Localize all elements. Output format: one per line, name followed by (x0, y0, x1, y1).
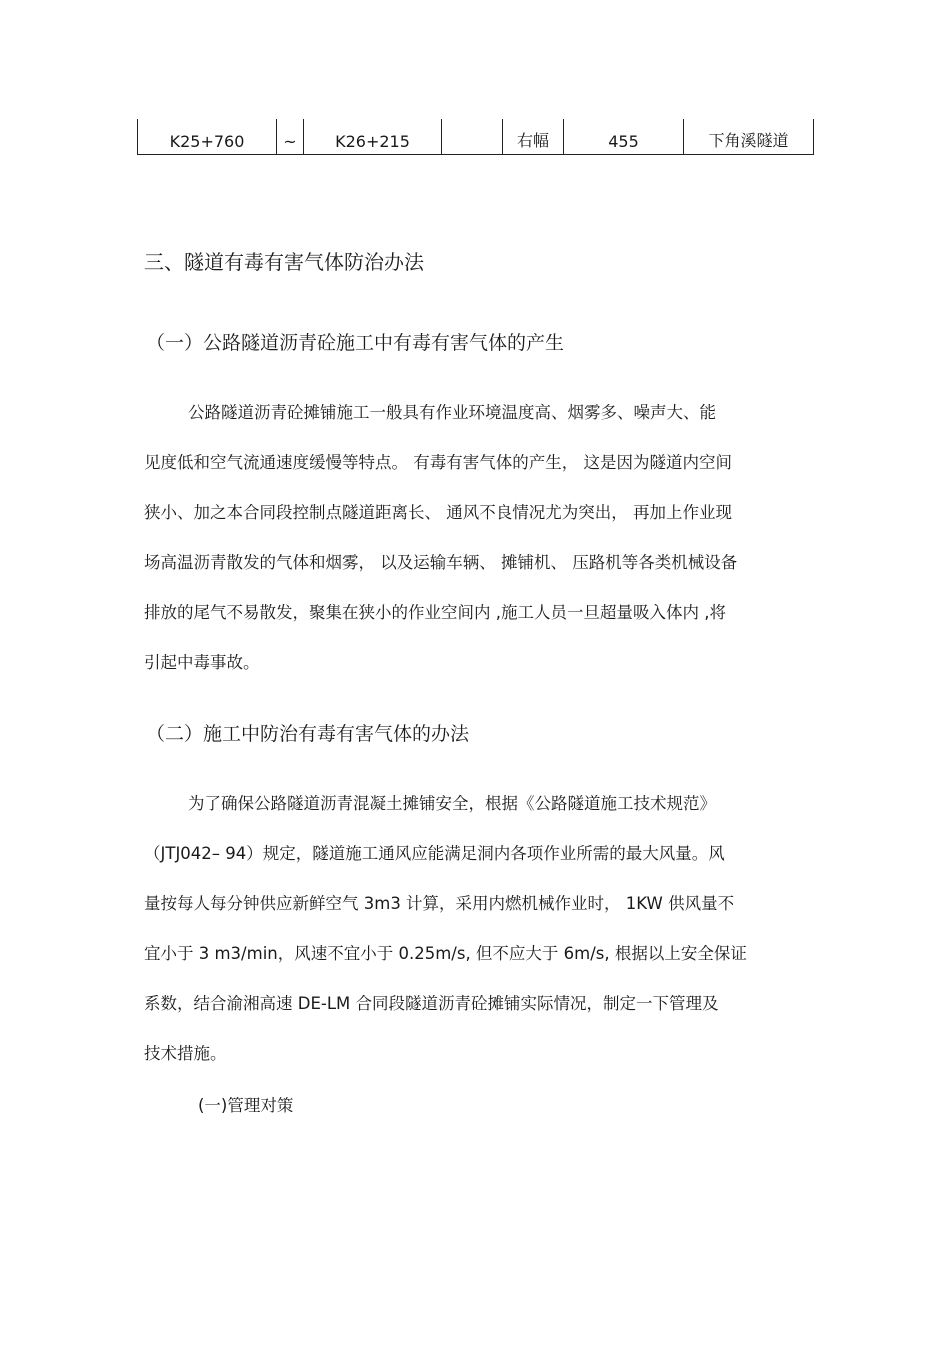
paragraph-line: 场高温沥青散发的气体和烟雾， 以及运输车辆、 摊铺机、 压路机等各类机械设备 (144, 553, 738, 572)
table-row (138, 119, 814, 155)
subheading-prevention-methods: （二）施工中防治有毒有害气体的办法 (146, 723, 470, 745)
paragraph-line: 宜小于 3 m3/min，风速不宜小于 0.25m/s, 但不应大于 6m/s, 根据以上安全保证 (144, 944, 747, 963)
paragraph-line: 量按每人每分钟供应新鲜空气 3m3 计算，采用内燃机械作业时， 1KW 供风量不 (144, 894, 735, 913)
range-separator-cell: ~ (277, 119, 304, 155)
tunnel-segment-table (137, 119, 814, 155)
tunnel-name-cell: 下角溪隧道 (684, 119, 814, 155)
paragraph-line: 为了确保公路隧道沥青混凝土摊铺安全，根据《公路隧道施工技术规范》 (188, 794, 716, 813)
empty-cell (442, 119, 503, 155)
paragraph-line: 技术措施。 (144, 1044, 227, 1063)
length-cell: 455 (564, 119, 684, 155)
paragraph-line: 狭小、加之本合同段控制点隧道距离长、 通风不良情况尤为突出， 再加上作业现 (144, 503, 732, 522)
section-heading: 三、隧道有毒有害气体防治办法 (144, 250, 424, 274)
paragraph-line: 见度低和空气流通速度缓慢等特点。 有毒有害气体的产生， 这是因为隧道内空间 (144, 453, 732, 472)
subheading-management-measures: (一)管理对策 (198, 1096, 294, 1115)
subheading-gas-generation: （一）公路隧道沥青砼施工中有毒有害气体的产生 (146, 332, 565, 354)
end-chainage-cell: K26+215 (304, 119, 442, 155)
paragraph-line: （JTJ042– 94）规定，隧道施工通风应能满足洞内各项作业所需的最大风量。风 (144, 844, 725, 863)
side-cell: 右幅 (503, 119, 564, 155)
start-chainage-cell: K25+760 (138, 119, 277, 155)
paragraph-line: 公路隧道沥青砼摊铺施工一般具有作业环境温度高、烟雾多、噪声大、能 (188, 403, 716, 422)
paragraph-line: 排放的尾气不易散发，聚集在狭小的作业空间内 ,施工人员一旦超量吸入体内 ,将 (144, 603, 726, 622)
paragraph-line: 系数，结合渝湘高速 DE-LM 合同段隧道沥青砼摊铺实际情况，制定一下管理及 (144, 994, 719, 1013)
paragraph-line: 引起中毒事故。 (144, 653, 260, 672)
